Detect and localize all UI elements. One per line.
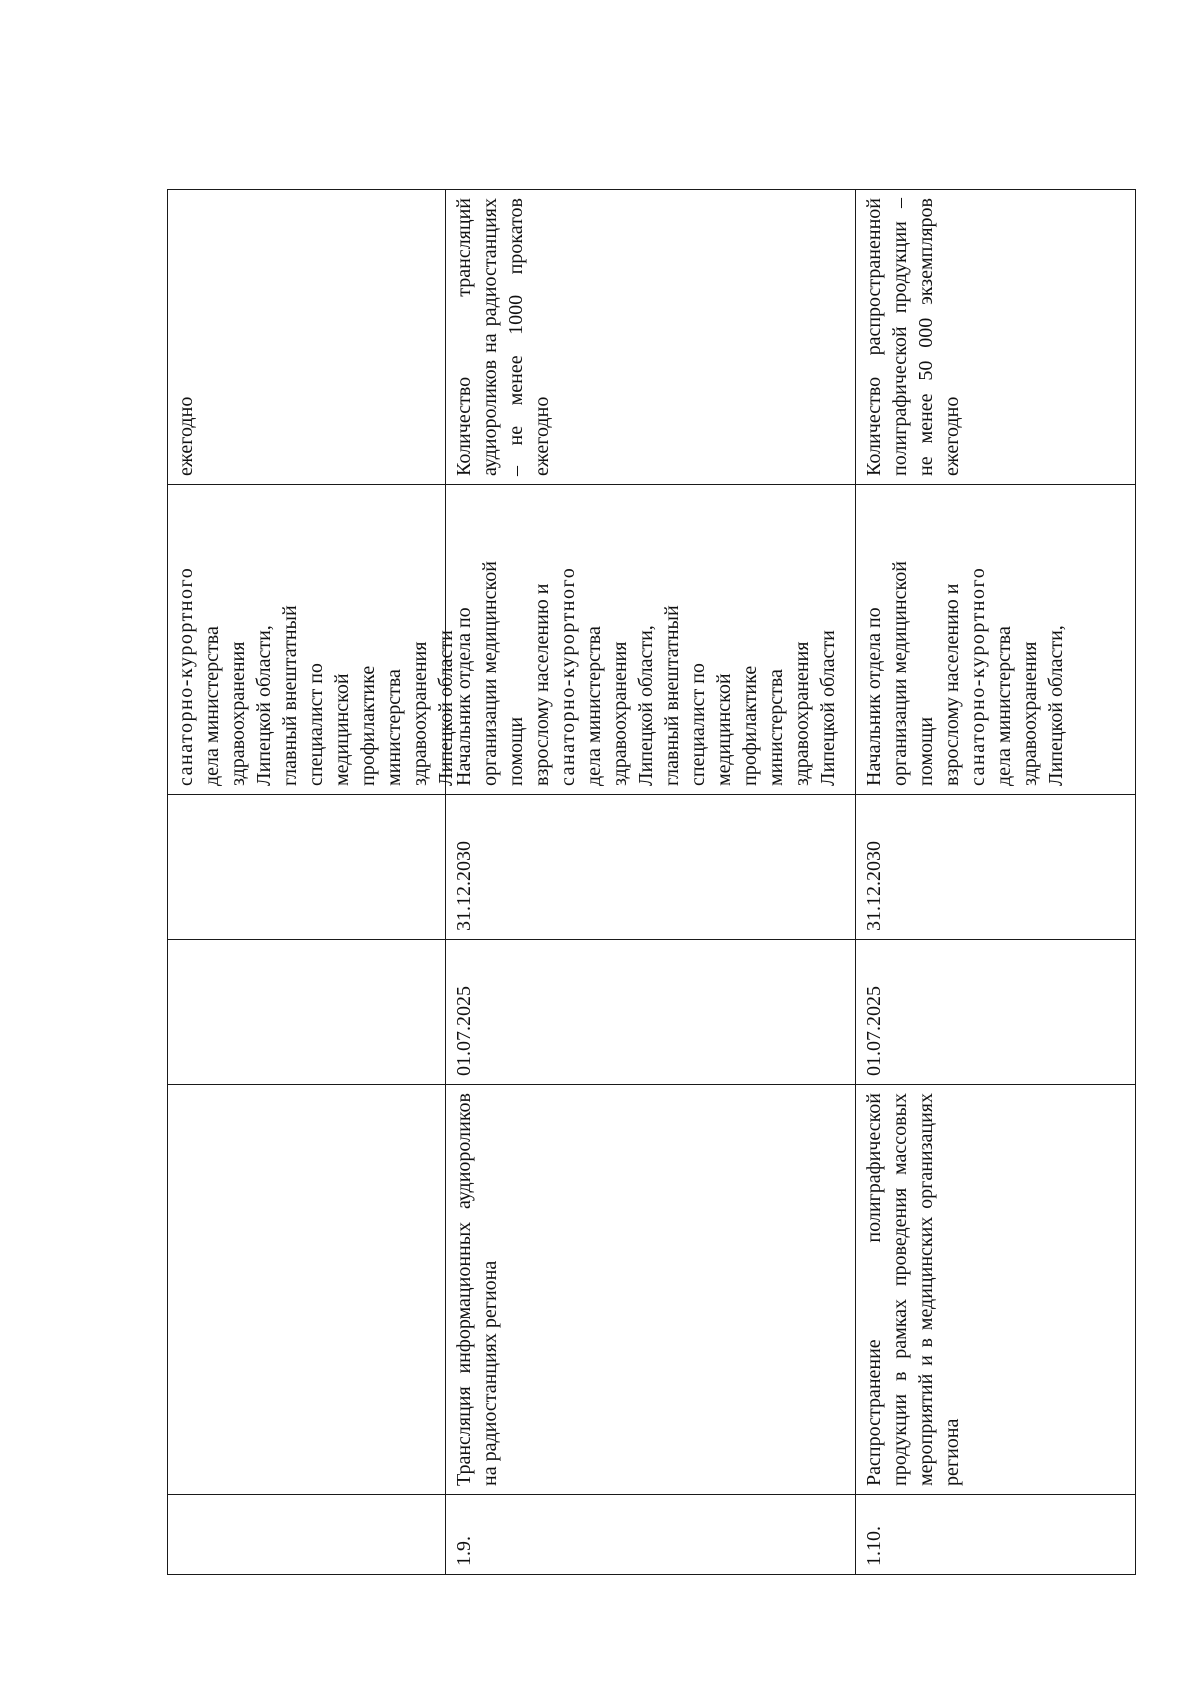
table-row-continued — [168, 190, 446, 1575]
responsible-line: организации медицинской — [479, 561, 501, 786]
indicator-text: ежегодно — [175, 396, 197, 476]
responsible-line: специалист по — [305, 663, 327, 786]
responsible-line: Липецкой области — [817, 630, 839, 786]
row-number: 1.9. — [453, 1536, 475, 1566]
cell-start — [856, 940, 1136, 1085]
responsible-line: помощи — [915, 716, 937, 786]
cell-end — [446, 795, 856, 940]
responsible-line: Липецкой области — [435, 630, 457, 786]
cell-activity — [446, 1085, 856, 1495]
responsible-line: здравоохранения — [1019, 641, 1041, 786]
measures-table — [167, 189, 1136, 1575]
responsible-line: профилактике — [357, 665, 379, 786]
responsible-line: взрослому населению и — [941, 583, 963, 786]
responsible-line: дела министерства — [993, 626, 1015, 786]
responsible-line: медицинской — [331, 673, 353, 786]
cell-activity — [856, 1085, 1136, 1495]
activity-text: Распространение полиграфической продукции в рамках проведения массовых мероприятий и в медицинских организациях региона — [863, 1093, 963, 1486]
responsible-line: взрослому населению и — [531, 583, 553, 786]
start-date: 01.07.2025 — [453, 986, 475, 1076]
responsible-line: медицинской — [713, 673, 735, 786]
responsible-line: министерства — [383, 669, 405, 786]
cell-start — [446, 940, 856, 1085]
cell-responsible — [856, 485, 1136, 795]
row-number: 1.10. — [863, 1526, 885, 1566]
responsible-line: санаторно-курортного — [967, 566, 989, 786]
cell-end — [856, 795, 1136, 940]
responsible-line: помощи — [505, 716, 527, 786]
cell-start-empty — [168, 940, 446, 1085]
responsible-line: здравоохранения — [409, 641, 431, 786]
responsible-line: Липецкой области, — [635, 625, 657, 786]
responsible-line: Липецкой области, — [1045, 625, 1067, 786]
cell-end-empty — [168, 795, 446, 940]
cell-indicator — [446, 190, 856, 485]
responsible-line: санаторно-курортного — [557, 566, 579, 786]
responsible-line: дела министерства — [201, 626, 223, 786]
responsible-line: профилактике — [739, 665, 761, 786]
end-date: 31.12.2030 — [863, 841, 885, 931]
responsible-line: Начальник отдела по — [453, 607, 475, 786]
rotated-table-container — [167, 190, 1117, 1575]
responsible-line: здравоохранения — [609, 641, 631, 786]
responsible-line: санаторно-курортного — [175, 566, 197, 786]
cell-number — [446, 1495, 856, 1575]
cell-indicator — [856, 190, 1136, 485]
responsible-line: дела министерства — [583, 626, 605, 786]
responsible-line: здравоохранения — [227, 641, 249, 786]
cell-activity-empty — [168, 1085, 446, 1495]
responsible-line: Липецкой области, — [253, 625, 275, 786]
cell-indicator — [168, 190, 446, 485]
responsible-line: министерства — [765, 669, 787, 786]
responsible-line: главный внештатный — [279, 605, 301, 786]
table-row — [446, 190, 856, 1575]
end-date: 31.12.2030 — [453, 841, 475, 931]
responsible-line: организации медицинской — [889, 561, 911, 786]
responsible-line: специалист по — [687, 663, 709, 786]
cell-number — [856, 1495, 1136, 1575]
responsible-line: Начальник отдела по — [863, 607, 885, 786]
activity-text: Трансляция информационных аудиороликов на радиостанциях региона — [453, 1093, 501, 1486]
table-row — [856, 190, 1136, 1575]
cell-responsible — [168, 485, 457, 795]
responsible-line: главный внештатный — [661, 605, 683, 786]
cell-number-empty — [168, 1495, 446, 1575]
indicator-text: Количество распространенной полиграфической продукции – не менее 50 000 экземпляров ежегодно — [863, 198, 963, 476]
start-date: 01.07.2025 — [863, 986, 885, 1076]
responsible-line: здравоохранения — [791, 641, 813, 786]
cell-responsible — [446, 485, 856, 795]
indicator-text: Количество трансляций аудиороликов на радиостанциях – не менее 1000 прокатов ежегодно — [453, 198, 553, 476]
